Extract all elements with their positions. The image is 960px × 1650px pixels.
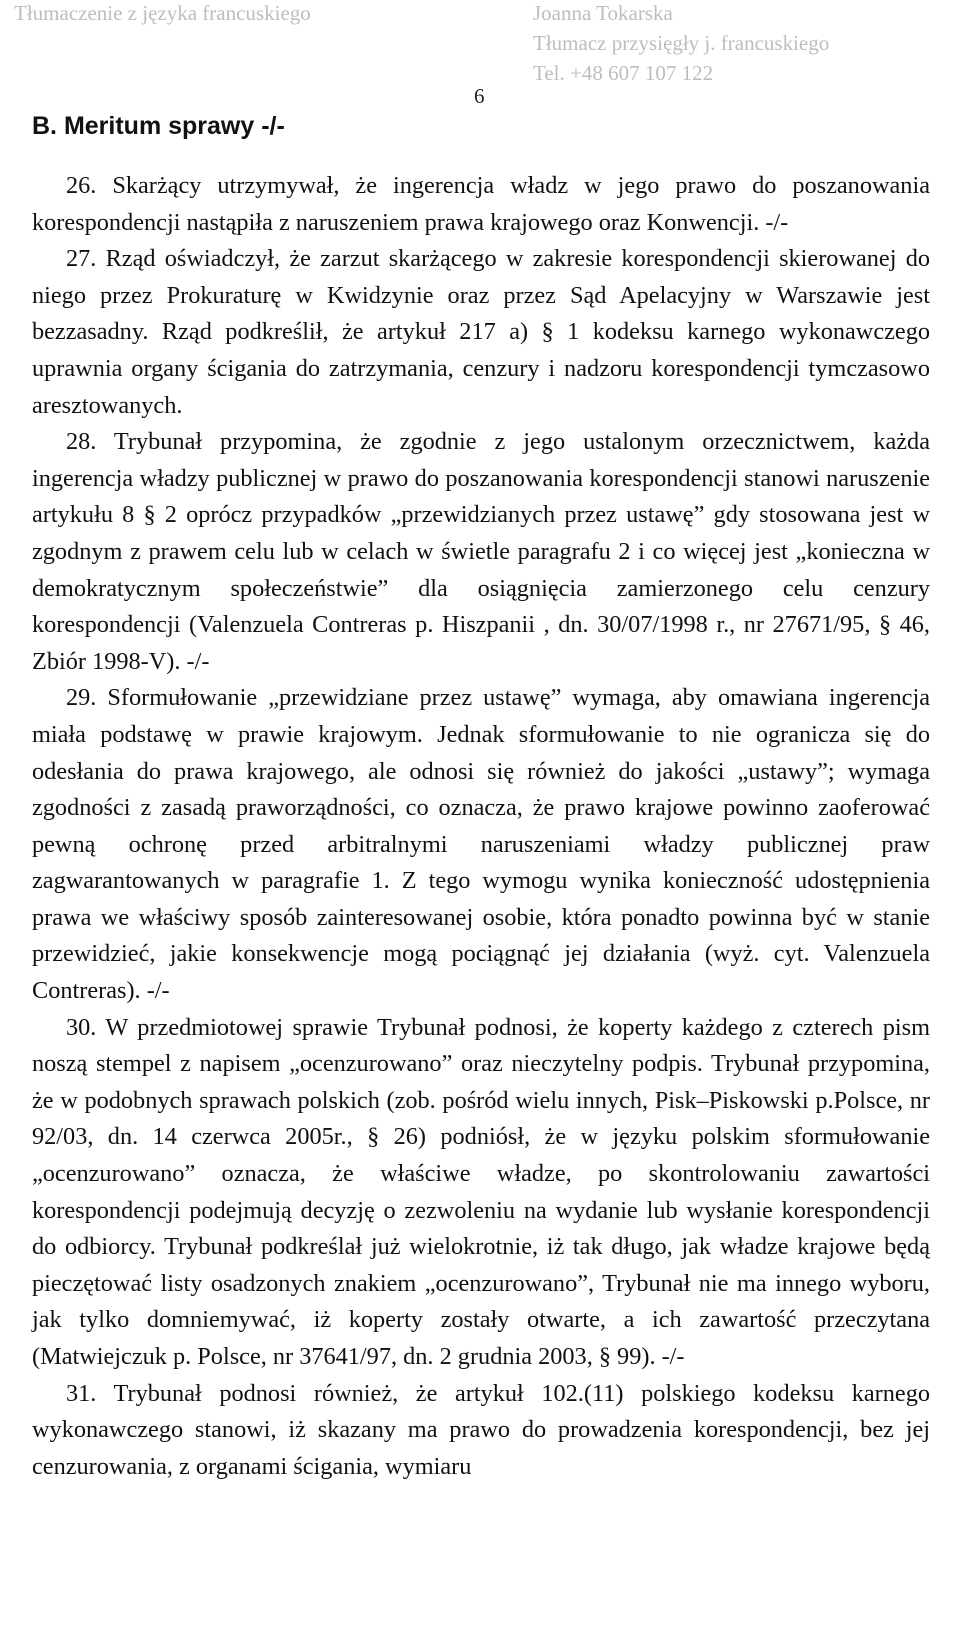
translator-phone: Tel. +48 607 107 122	[533, 61, 714, 85]
translator-name: Joanna Tokarska	[533, 1, 673, 25]
paragraph-27: 27. Rząd oświadczył, że zarzut skarżącego w zakresie korespondencji skierowanej do niego przez Prokuraturę w Kwidzynie oraz przez Sąd Apelacyjny w Warszawie jest bezzasadny. Rząd podkreślił, że artykuł 217 a) § 1 kodeksu karnego wykonawczego uprawnia organy ścigania do zatrzymania, cenzury i nadzoru korespondencji tymczasowo aresztowanych.	[32, 245, 930, 419]
translator-title: Tłumacz przysięgły j. francuskiego	[533, 31, 830, 55]
section-heading: B. Meritum sprawy -/-	[32, 112, 285, 140]
paragraph-30: 30. W przedmiotowej sprawie Trybunał podnosi, że koperty każdego z czterech pism noszą stempel z napisem „ocenzurowano” oraz nieczytelny podpis. Trybunał przypomina, że w podobnych sprawach polskich (zob. pośród wielu innych, Pisk–Piskowski p.Polsce, nr 92/03, dn. 14 czerwca 2005r., § 26) podniósł, że w języku polskim sformułowanie „ocenzurowano” oznacza, że właściwe władze, po skontrolowaniu zawartości korespondencji podejmują decyzję o zezwoleniu na wydanie lub wysłanie korespondencji do odbiorcy. Trybunał podkreślał już wielokrotnie, iż tak długo, jak władze krajowe będą pieczętować listy osadzonych znakiem „ocenzurowano”, Trybunał nie ma innego wyboru, jak tylko domniemywać, iż koperty zostały otwarte, a ich zawartość przeczytana (Matwiejczuk p. Polsce, nr 37641/97, dn. 2 grudnia 2003, § 99). -/-	[32, 1013, 930, 1370]
document-body	[32, 168, 930, 1485]
header-left-watermark: Tłumaczenie z języka francuskiego	[14, 1, 311, 25]
paragraph-29: 29. Sformułowanie „przewidziane przez ustawę” wymaga, aby omawiana ingerencja miała podstawę w prawie krajowym. Jednak sformułowanie to nie ogranicza się do odesłania do prawa krajowego, ale odnosi się również do jakości „ustawy”; wymaga zgodności z zasadą praworządności, co oznacza, że prawo krajowe powinno zaoferować pewną ochronę przed arbitralnymi naruszeniami władzy publicznej praw zagwarantowanych w paragrafie 1. Z tego wymogu wynika konieczność udostępnienia prawa we właściwy sposób zainteresowanej osobie, która ponadto powinna być w stanie przewidzieć, jakie konsekwencje mogą pociągnąć jej działania (wyż. cyt. Valenzuela Contreras). -/-	[32, 684, 930, 1005]
paragraph-28: 28. Trybunał przypomina, że zgodnie z jego ustalonym orzecznictwem, każda ingerencja władzy publicznej w prawo do poszanowania korespondencji stanowi naruszenie artykułu 8 § 2 oprócz przypadków „przewidzianych przez ustawę” gdy stosowana jest w zgodnym z prawem celu lub w celach w świetle paragrafu 2 i co więcej jest „konieczna w demokratycznym społeczeństwie” dla osiągnięcia zamierzonego celu cenzury korespondencji (Valenzuela Contreras p. Hiszpanii , dn. 30/07/1998 r., nr 27671/95, § 46, Zbiór 1998-V). -/-	[32, 428, 930, 675]
paragraph-26: 26. Skarżący utrzymywał, że ingerencja władz w jego prawo do poszanowania korespondencji nastąpiła z naruszeniem prawa krajowego oraz Konwencji. -/-	[32, 172, 930, 236]
header-right-watermark	[533, 0, 829, 90]
paragraph-31: 31. Trybunał podnosi również, że artykuł 102.(11) polskiego kodeksu karnego wykonawczego stanowi, iż skazany ma prawo do prowadzenia korespondencji, bez jej cenzurowania, z organami ścigania, wymiaru	[32, 1379, 930, 1480]
page-number: 6	[474, 84, 485, 108]
